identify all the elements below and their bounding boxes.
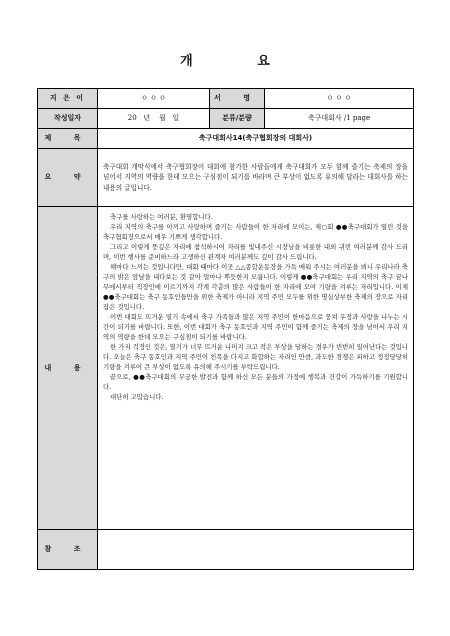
content-paragraph: 끝으로, ●●축구대회의 무궁한 발전과 함께 하신 모든 분들의 가정에 행복과 건강이 가득하기를 기원합니다. — [103, 372, 408, 391]
category-value: 축구대회사 /1 page — [265, 109, 414, 129]
category-label: 분류/분량 — [210, 109, 265, 129]
subject-label: 제 목 — [38, 129, 98, 149]
reference-label: 참 조 — [38, 530, 98, 570]
content-label: 내 용 — [38, 207, 98, 530]
content-paragraph: 이번 대회도 뜨거운 열기 속에서 축구 가족들과 많은 지역 주민이 한마음으로 뭉쳐 우정과 사랑을 나누는 시간이 되기를 바랍니다. 또한, 이번 대회가 축구 동호인과 지역 주민이 함께 즐기는 축제의 장을 넘어서 우리 지역의 역량을 한데 모으는 구심점이 되기를 바랍니다. — [103, 312, 408, 341]
author-value: ㅇ ㅇ ㅇ — [98, 89, 210, 109]
signature-label: 서 명 — [210, 89, 265, 109]
content-paragraph: 축구를 사랑하는 여러분, 환영합니다. — [110, 213, 213, 221]
content-paragraph: 해마다 느끼는 것입니다만, 대회 때마다 이곳 △△종합운동장을 가득 메워 주시는 여러분을 뵈니 우리나라 축구의 밝은 앞날을 내다보는 것 같아 얼마나 뿌듯한지 모릅니다. 이렇게 ●●축구대회는 우리 지역의 축구 꿈나무에서부터 직장인에 이르기까지 각계 각층의 많은 사람들이 한 자리에 모여 기량을 겨루는 자리입니다. 이제 ●●축구대회는 축구 동호인들만을 위한 축제가 아니라 지역 주민 모두를 위한 명실상부한 축제의 장으로 자리잡은 것입니다. — [103, 262, 408, 311]
content-body — [98, 207, 413, 407]
content-paragraph: 한 가지 걱정인 것은, 열기가 너무 뜨거운 나머지 크고 작은 부상을 당하는 경우가 빈번히 일어난다는 것입니다. 오늘은 축구 동호인과 지역 주민이 친목을 다지고 화합하는 자리인 만큼, 과도한 경쟁은 피하고 정정당당히 기량을 겨루어 큰 부상이 없도록 유의해 주시기를 부탁드립니다. — [103, 342, 408, 371]
page-title: 개 요 — [180, 54, 300, 69]
author-label: 지 은 이 — [38, 89, 98, 109]
subject-value: 축구대회사14(축구협회장의 대회사) — [98, 129, 414, 149]
content-cell — [98, 207, 414, 530]
summary-cell — [98, 149, 414, 207]
content-paragraph: 그리고 이렇게 뜻깊은 자리에 참석하시어 자리를 빛내주신 시장님을 비롯한 내외 귀빈 여러분께 감사 드리며, 이번 행사를 준비하느라 고생하신 관계자 여러분께도 깊이 감사 드립니다. — [103, 242, 408, 261]
reference-value — [98, 530, 414, 570]
summary-text: 축구대회 개막식에서 축구협회장이 대회에 참가한 사람들에게 축구대회가 모두 함께 즐기는 축제의 장을 넘어서 지역의 역량을 한데 모으는 구심점이 되기를 바라며 큰 부상이 없도록 유의해 달라는 대회사를 하는 내용의 글입니다. — [103, 163, 408, 192]
signature-value: ㅇ ㅇ ㅇ — [265, 89, 414, 109]
content-paragraph: 우리 지역의 축구를 아끼고 사랑하며 즐기는 사람들이 한 자리에 모이는, 제○회 ●●축구대회가 열린 것을 축구협회장으로서 매우 기쁘게 생각합니다. — [103, 222, 408, 241]
date-label: 작성일자 — [38, 109, 98, 129]
overview-form — [37, 88, 414, 570]
content-paragraph: 대단히 고맙습니다. — [110, 392, 164, 401]
date-value: 20 년 월 일 — [98, 109, 210, 129]
summary-label: 요 약 — [38, 149, 98, 207]
